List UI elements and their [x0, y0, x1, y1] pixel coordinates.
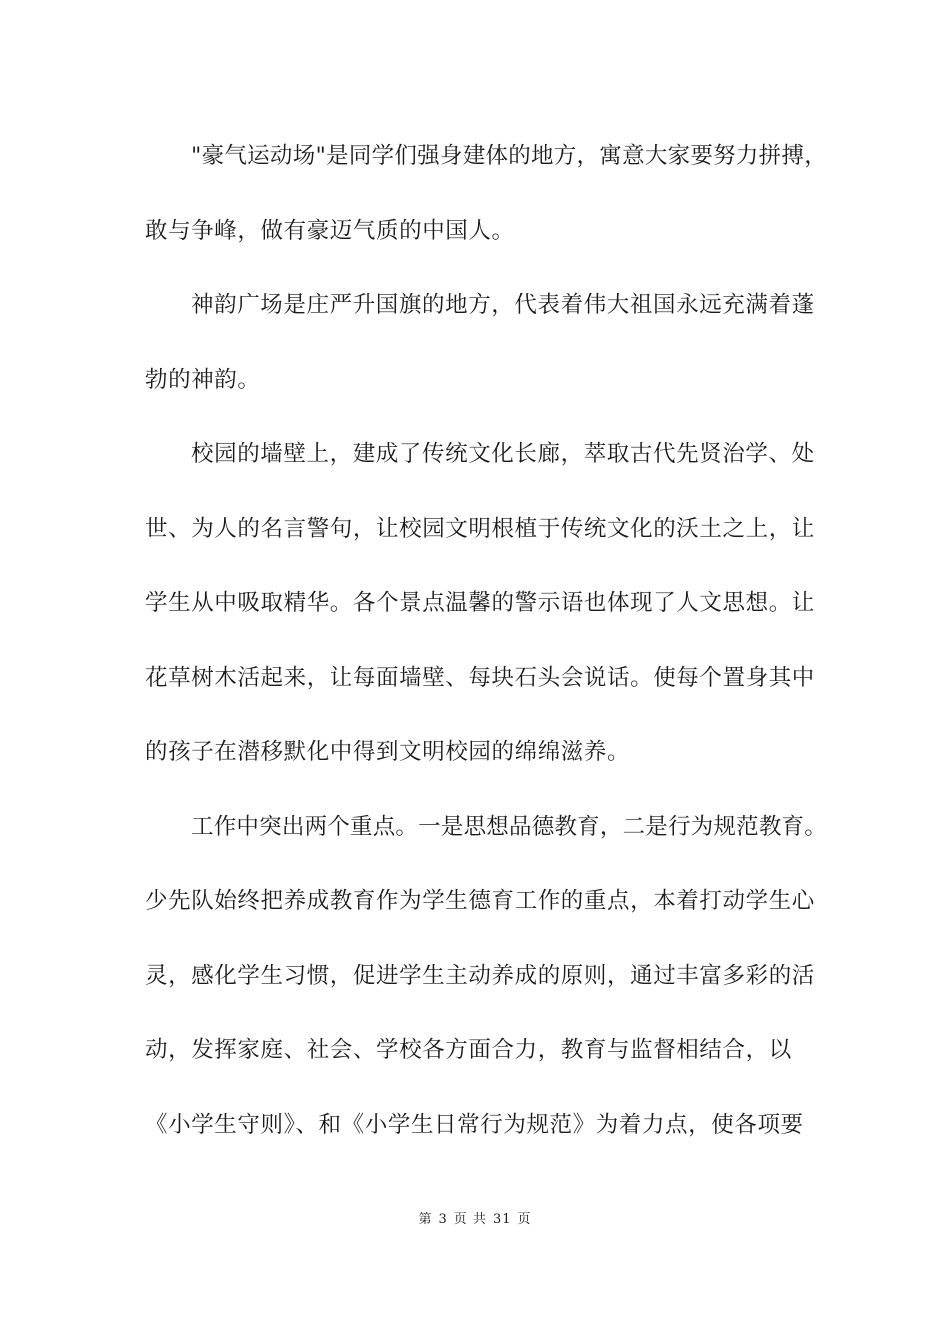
text-line: 的孩子在潜移默化中得到文明校园的绵绵滋养。 — [145, 739, 631, 765]
text-line: 学生从中吸取精华。各个景点温馨的警示语也体现了人文思想。让 — [145, 590, 815, 616]
text-line: 敢与争峰，做有豪迈气质的中国人。 — [145, 217, 515, 244]
footer-prefix: 第 — [418, 1212, 433, 1227]
page-footer — [0, 1208, 950, 1227]
text-line: 灵，感化学生习惯，促进学生主动养成的原则，通过丰富多彩的活 — [145, 962, 815, 989]
text-line: 工作中突出两个重点。一是思想品德教育，二是行为规范教育。 — [191, 813, 827, 840]
footer-current-page: 3 — [438, 1212, 448, 1227]
text-line: 神韵广场是庄严升国旗的地方，代表着伟大祖国永远充满着蓬 — [191, 292, 815, 318]
footer-middle: 页 共 — [453, 1212, 487, 1227]
footer-total-pages: 31 — [492, 1212, 512, 1227]
text-line: 《小学生守则》、和《小学生日常行为规范》为着力点，使各项要 — [145, 1111, 804, 1138]
text-line: 校园的墙壁上，建成了传统文化长廊，萃取古代先贤治学、处 — [191, 441, 815, 467]
text-line: "豪气运动场"是同学们强身建体的地方，寓意大家要努力拼搏， — [191, 143, 827, 169]
text-line: 少先队始终把养成教育作为学生德育工作的重点，本着打动学生心 — [145, 888, 815, 914]
document-body — [145, 132, 827, 1175]
text-line: 勃的神韵。 — [145, 366, 261, 393]
text-line: 世、为人的名言警句，让校园文明根植于传统文化的沃土之上，让 — [145, 515, 815, 542]
text-line: 花草树木活起来，让每面墙壁、每块石头会说话。使每个置身其中 — [145, 664, 815, 691]
text-line: 动，发挥家庭、社会、学校各方面合力，教育与监督相结合，以 — [145, 1037, 792, 1063]
footer-suffix: 页 — [517, 1212, 532, 1227]
